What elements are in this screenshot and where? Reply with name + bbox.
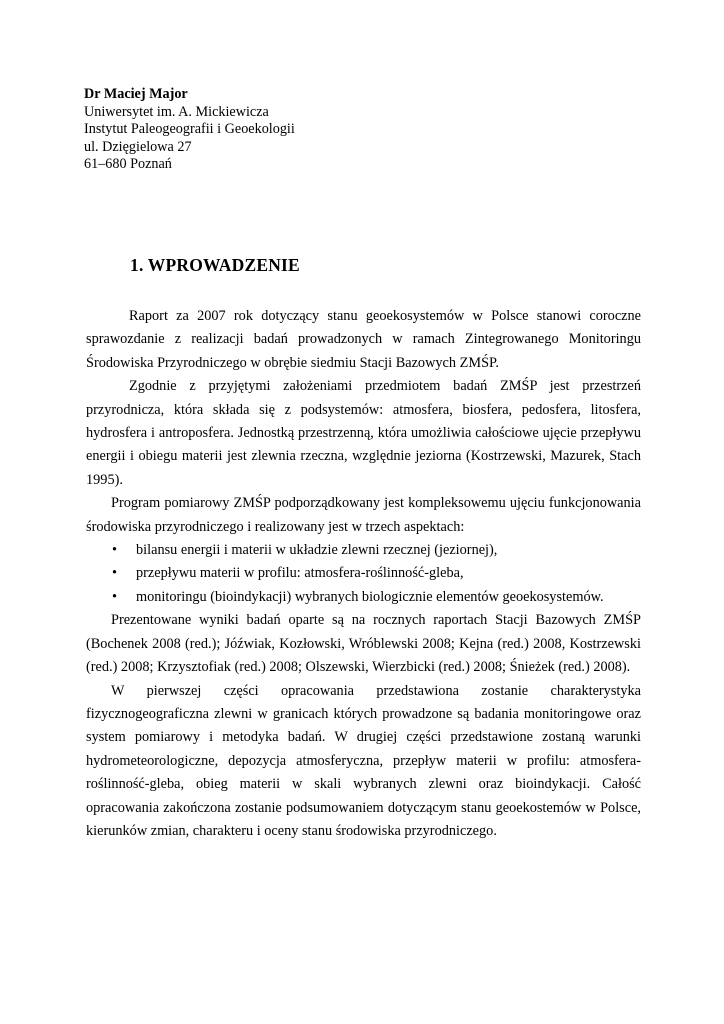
list-item-text: monitoringu (bioindykacji) wybranych biologicznie elementów geoekosystemów. <box>136 588 604 605</box>
paragraph-assumptions: Zgodnie z przyjętymi założeniami przedmiotem badań ZMŚP jest przestrzeń przyrodnicza, która składa się z podsystemów: atmosfera, biosfera, pedosfera, litosfera, hydrosfera i antroposfera. Jednostką przestrzenną, która umożliwia całościowe ujęcie przepływu energii i obiegu materii jest zlewnia rzeczna, względnie jeziorna (Kostrzewski, Mazurek, Stach 1995). <box>86 378 641 488</box>
list-item <box>86 562 641 585</box>
paragraph-intro: Raport za 2007 rok dotyczący stanu geoekosystemów w Polsce stanowi coroczne sprawozdanie z realizacji badań prowadzonych w ramach Zintegrowanego Monitoringu Środowiska Przyrodniczego w obrębie siedmiu Stacji Bazowych ZMŚP. <box>86 308 641 371</box>
list-item <box>86 586 641 609</box>
author-street: ul. Dzięgielowa 27 <box>84 138 192 155</box>
bullet-icon: • <box>112 588 118 605</box>
list-item-text: przepływu materii w profilu: atmosfera-roślinność-gleba, <box>136 565 464 582</box>
section-heading: 1. WPROWADZENIE <box>130 255 300 275</box>
paragraph-structure: W pierwszej części opracowania przedstawiona zostanie charakterystyka fizycznogeograficzna zlewni w granicach których prowadzone są badania monitoringowe oraz system pomiarowy i metodyka badań. W drugiej części przedstawione zostaną warunki hydrometeorologiczne, depozycja atmosferyczna, przepływ materii w profilu: atmosfera-roślinność-gleba, obieg materii w skali wybranych zlewni oraz bioindykacji. Całość opracowania zakończona zostanie podsumowaniem dotyczącym stanu geoekostemów w Polsce, kierunków zmian, charakteru i oceny stanu środowiska przyrodniczego. <box>86 682 641 839</box>
bullet-icon: • <box>112 565 118 582</box>
paragraph-results: Prezentowane wyniki badań oparte są na rocznych raportach Stacji Bazowych ZMŚP (Bochenek 2008 (red.); Jóźwiak, Kozłowski, Wróblewski 2008; Kejna (red.) 2008, Kostrzewski (red.) 2008; Krzysztofiak (red.) 2008; Olszewski, Wierzbicki (red.) 2008; Śnieżek (red.) 2008). <box>86 612 641 676</box>
author-name: Dr Maciej Major <box>84 86 188 102</box>
paragraph-program: Program pomiarowy ZMŚP podporządkowany jest kompleksowemu ujęciu funkcjonowania środowiska przyrodniczego i realizowany jest w trzech aspektach: <box>86 495 641 535</box>
bullet-icon: • <box>112 542 118 559</box>
author-block <box>84 86 295 174</box>
list-item <box>86 539 641 562</box>
author-city: 61–680 Poznań <box>84 156 172 173</box>
aspects-list <box>86 539 641 609</box>
author-institute: Instytut Paleogeografii i Geoekologii <box>84 121 295 138</box>
author-affiliation: Uniwersytet im. A. Mickiewicza <box>84 103 269 120</box>
body-text <box>86 305 641 843</box>
list-item-text: bilansu energii i materii w układzie zlewni rzecznej (jeziornej), <box>136 542 498 559</box>
